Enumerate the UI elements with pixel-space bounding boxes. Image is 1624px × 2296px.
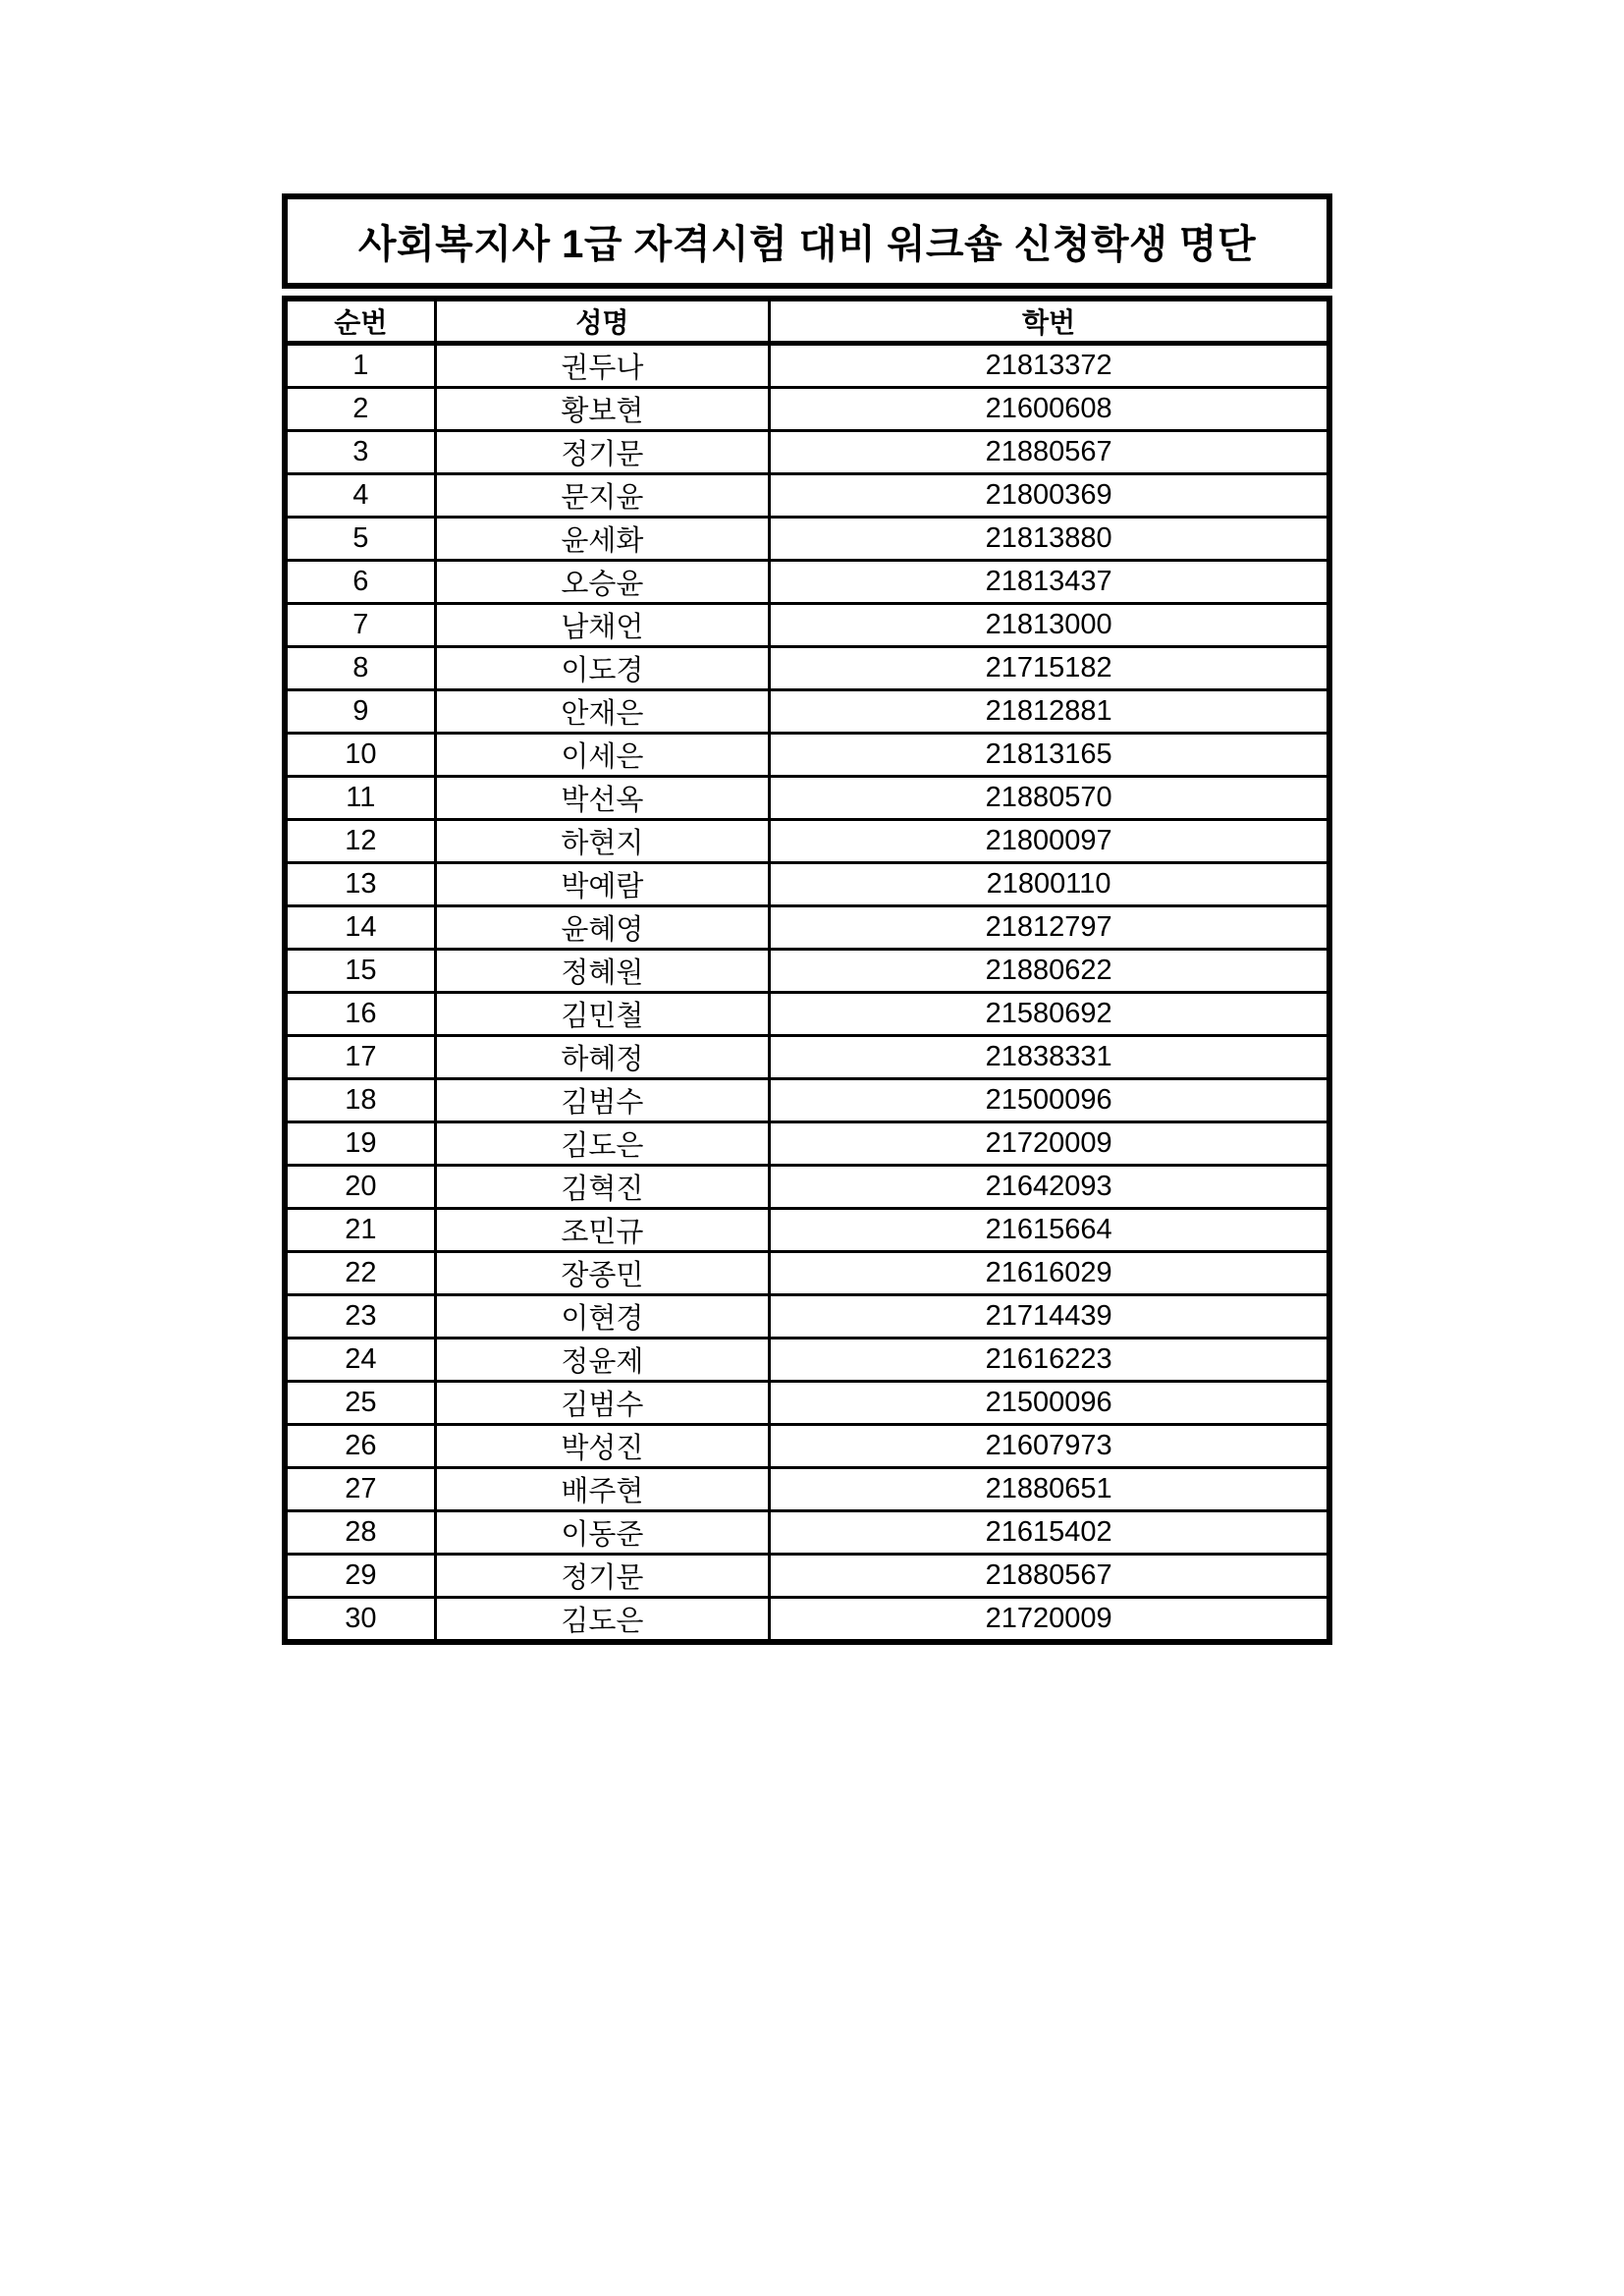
workshop-roster-document <box>282 193 1332 1645</box>
student-id-cell: 21500096 <box>770 1382 1329 1425</box>
student-id-cell: 21813165 <box>770 734 1329 777</box>
table-row <box>285 1511 1329 1555</box>
row-number-cell: 22 <box>285 1252 435 1295</box>
student-id-cell: 21812881 <box>770 690 1329 734</box>
row-number-cell: 25 <box>285 1382 435 1425</box>
student-name-cell: 김범수 <box>435 1382 769 1425</box>
row-number-cell: 21 <box>285 1209 435 1252</box>
table-row <box>285 647 1329 690</box>
row-number-cell: 27 <box>285 1468 435 1511</box>
table-row <box>285 561 1329 604</box>
student-name-cell: 하혜정 <box>435 1036 769 1079</box>
row-number-cell: 24 <box>285 1339 435 1382</box>
student-name-cell: 이도경 <box>435 647 769 690</box>
table-row <box>285 1425 1329 1468</box>
column-header-number: 순번 <box>285 299 435 344</box>
student-name-cell: 장종민 <box>435 1252 769 1295</box>
row-number-cell: 17 <box>285 1036 435 1079</box>
table-row <box>285 734 1329 777</box>
table-row <box>285 388 1329 431</box>
row-number-cell: 11 <box>285 777 435 820</box>
student-name-cell: 박예람 <box>435 863 769 906</box>
student-name-cell: 김도은 <box>435 1122 769 1166</box>
table-row <box>285 1339 1329 1382</box>
table-row <box>285 1295 1329 1339</box>
column-header-student-id: 학번 <box>770 299 1329 344</box>
student-id-cell: 21615664 <box>770 1209 1329 1252</box>
table-row <box>285 1468 1329 1511</box>
student-name-cell: 정기문 <box>435 431 769 474</box>
document-title-box <box>282 193 1332 289</box>
table-row <box>285 518 1329 561</box>
row-number-cell: 30 <box>285 1598 435 1643</box>
table-row <box>285 1166 1329 1209</box>
student-id-cell: 21880570 <box>770 777 1329 820</box>
student-id-cell: 21500096 <box>770 1079 1329 1122</box>
student-name-cell: 권두나 <box>435 344 769 388</box>
row-number-cell: 3 <box>285 431 435 474</box>
student-id-cell: 21800110 <box>770 863 1329 906</box>
table-row <box>285 474 1329 518</box>
student-id-cell: 21715182 <box>770 647 1329 690</box>
table-header <box>285 299 1329 344</box>
student-id-cell: 21813437 <box>770 561 1329 604</box>
student-id-cell: 21880567 <box>770 431 1329 474</box>
row-number-cell: 9 <box>285 690 435 734</box>
table-row <box>285 1598 1329 1643</box>
student-id-cell: 21616029 <box>770 1252 1329 1295</box>
student-id-cell: 21720009 <box>770 1122 1329 1166</box>
student-name-cell: 정혜원 <box>435 950 769 993</box>
student-id-cell: 21800097 <box>770 820 1329 863</box>
student-id-cell: 21580692 <box>770 993 1329 1036</box>
row-number-cell: 7 <box>285 604 435 647</box>
table-body <box>285 344 1329 1643</box>
student-name-cell: 김혁진 <box>435 1166 769 1209</box>
table-row <box>285 1209 1329 1252</box>
student-name-cell: 안재은 <box>435 690 769 734</box>
table-row <box>285 950 1329 993</box>
student-id-cell: 21812797 <box>770 906 1329 950</box>
student-id-cell: 21642093 <box>770 1166 1329 1209</box>
row-number-cell: 15 <box>285 950 435 993</box>
row-number-cell: 1 <box>285 344 435 388</box>
table-row <box>285 1036 1329 1079</box>
student-name-cell: 오승윤 <box>435 561 769 604</box>
student-name-cell: 이현경 <box>435 1295 769 1339</box>
student-name-cell: 남채언 <box>435 604 769 647</box>
row-number-cell: 4 <box>285 474 435 518</box>
row-number-cell: 12 <box>285 820 435 863</box>
column-header-name: 성명 <box>435 299 769 344</box>
row-number-cell: 14 <box>285 906 435 950</box>
student-name-cell: 정윤제 <box>435 1339 769 1382</box>
student-id-cell: 21607973 <box>770 1425 1329 1468</box>
student-name-cell: 정기문 <box>435 1555 769 1598</box>
row-number-cell: 28 <box>285 1511 435 1555</box>
row-number-cell: 26 <box>285 1425 435 1468</box>
row-number-cell: 16 <box>285 993 435 1036</box>
student-name-cell: 김도은 <box>435 1598 769 1643</box>
row-number-cell: 19 <box>285 1122 435 1166</box>
student-id-cell: 21880622 <box>770 950 1329 993</box>
row-number-cell: 8 <box>285 647 435 690</box>
row-number-cell: 18 <box>285 1079 435 1122</box>
row-number-cell: 5 <box>285 518 435 561</box>
student-id-cell: 21880651 <box>770 1468 1329 1511</box>
row-number-cell: 10 <box>285 734 435 777</box>
roster-table <box>282 296 1332 1645</box>
table-row <box>285 690 1329 734</box>
student-id-cell: 21600608 <box>770 388 1329 431</box>
document-title: 사회복지사 1급 자격시험 대비 워크숍 신청학생 명단 <box>357 223 1257 266</box>
student-name-cell: 김범수 <box>435 1079 769 1122</box>
row-number-cell: 29 <box>285 1555 435 1598</box>
student-id-cell: 21813000 <box>770 604 1329 647</box>
table-row <box>285 1382 1329 1425</box>
student-name-cell: 김민철 <box>435 993 769 1036</box>
header-row <box>285 299 1329 344</box>
student-id-cell: 21813880 <box>770 518 1329 561</box>
row-number-cell: 13 <box>285 863 435 906</box>
student-id-cell: 21880567 <box>770 1555 1329 1598</box>
student-name-cell: 윤혜영 <box>435 906 769 950</box>
student-name-cell: 박성진 <box>435 1425 769 1468</box>
table-row <box>285 1252 1329 1295</box>
student-id-cell: 21714439 <box>770 1295 1329 1339</box>
table-row <box>285 820 1329 863</box>
student-name-cell: 배주현 <box>435 1468 769 1511</box>
table-row <box>285 1122 1329 1166</box>
row-number-cell: 2 <box>285 388 435 431</box>
student-id-cell: 21813372 <box>770 344 1329 388</box>
table-row <box>285 993 1329 1036</box>
student-name-cell: 황보현 <box>435 388 769 431</box>
table-row <box>285 344 1329 388</box>
row-number-cell: 6 <box>285 561 435 604</box>
student-name-cell: 박선옥 <box>435 777 769 820</box>
table-row <box>285 1079 1329 1122</box>
student-id-cell: 21800369 <box>770 474 1329 518</box>
student-name-cell: 이세은 <box>435 734 769 777</box>
student-name-cell: 윤세화 <box>435 518 769 561</box>
student-name-cell: 이동준 <box>435 1511 769 1555</box>
table-row <box>285 431 1329 474</box>
table-row <box>285 863 1329 906</box>
table-row <box>285 777 1329 820</box>
student-name-cell: 하현지 <box>435 820 769 863</box>
student-name-cell: 조민규 <box>435 1209 769 1252</box>
student-id-cell: 21616223 <box>770 1339 1329 1382</box>
table-row <box>285 1555 1329 1598</box>
student-id-cell: 21615402 <box>770 1511 1329 1555</box>
row-number-cell: 20 <box>285 1166 435 1209</box>
student-name-cell: 문지윤 <box>435 474 769 518</box>
table-row <box>285 906 1329 950</box>
table-row <box>285 604 1329 647</box>
row-number-cell: 23 <box>285 1295 435 1339</box>
student-id-cell: 21720009 <box>770 1598 1329 1643</box>
student-id-cell: 21838331 <box>770 1036 1329 1079</box>
